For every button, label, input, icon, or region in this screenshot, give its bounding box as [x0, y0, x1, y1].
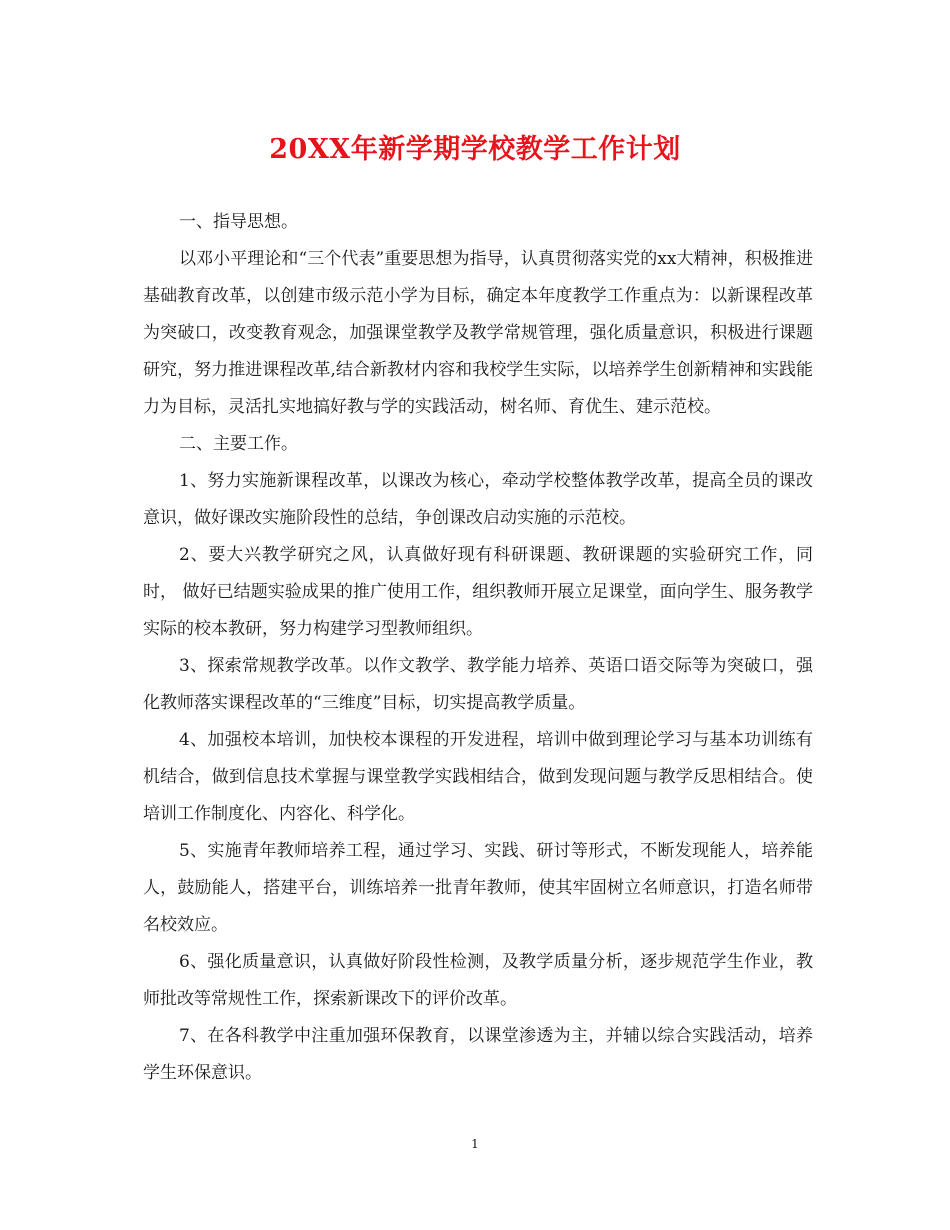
document-title: 20XX年新学期学校教学工作计划: [269, 134, 681, 165]
work-item-5: 5、实施青年教师培养工程，通过学习、实践、研讨等形式，不断发现能人，培养能人，鼓励能人，搭建平台，训练培养一批青年教师，使其牢固树立名师意识，打造名师带名校效应。: [143, 841, 813, 935]
work-item-1: 1、努力实施新课程改革，以课改为核心，牵动学校整体教学改革，提高全员的课改意识，做好课改实施阶段性的总结，争创课改启动实施的示范校。: [143, 471, 813, 528]
work-item-2: 2、要大兴教学研究之风，认真做好现有科研课题、教研课题的实验研究工作，同时， 做好已结题实验成果的推广使用工作，组织教师开展立足课堂，面向学生、服务教学实际的校本教研，努力构建学习型教师组织。: [143, 545, 813, 639]
section-heading-guiding-ideology: 一、指导思想。: [179, 212, 298, 232]
work-item-4: 4、加强校本培训，加快校本课程的开发进程，培训中做到理论学习与基本功训练有机结合，做到信息技术掌握与课堂教学实践相结合，做到发现问题与教学反思相结合。使培训工作制度化、内容化、科学化。: [143, 730, 813, 824]
section-heading-main-work: 二、主要工作。: [179, 434, 298, 454]
work-item-3: 3、探索常规教学改革。以作文教学、教学能力培养、英语口语交际等为突破口，强化教师落实课程改革的“三维度”目标，切实提高教学质量。: [143, 656, 813, 713]
work-item-6: 6、强化质量意识，认真做好阶段性检测，及教学质量分析，逐步规范学生作业，教师批改等常规性工作，探索新课改下的评价改革。: [143, 952, 813, 1009]
paragraph-guiding-ideology: 以邓小平理论和“三个代表”重要思想为指导，认真贯彻落实党的xx大精神，积极推进基础教育改革，以创建市级示范小学为目标，确定本年度教学工作重点为：以新课程改革为突破口，改变教育观念，加强课堂教学及教学常规管理，强化质量意识，积极进行课题研究，努力推进课程改革,结合新教材内容和我校学生实际，以培养学生创新精神和实践能力为目标，灵活扎实地搞好教与学的实践活动，树名师、育优生、建示范校。: [143, 249, 813, 417]
work-item-7: 7、在各科教学中注重加强环保教育，以课堂渗透为主，并辅以综合实践活动，培养学生环保意识。: [143, 1026, 813, 1083]
document-body: [143, 204, 813, 1092]
page-number: 1: [471, 1137, 479, 1151]
